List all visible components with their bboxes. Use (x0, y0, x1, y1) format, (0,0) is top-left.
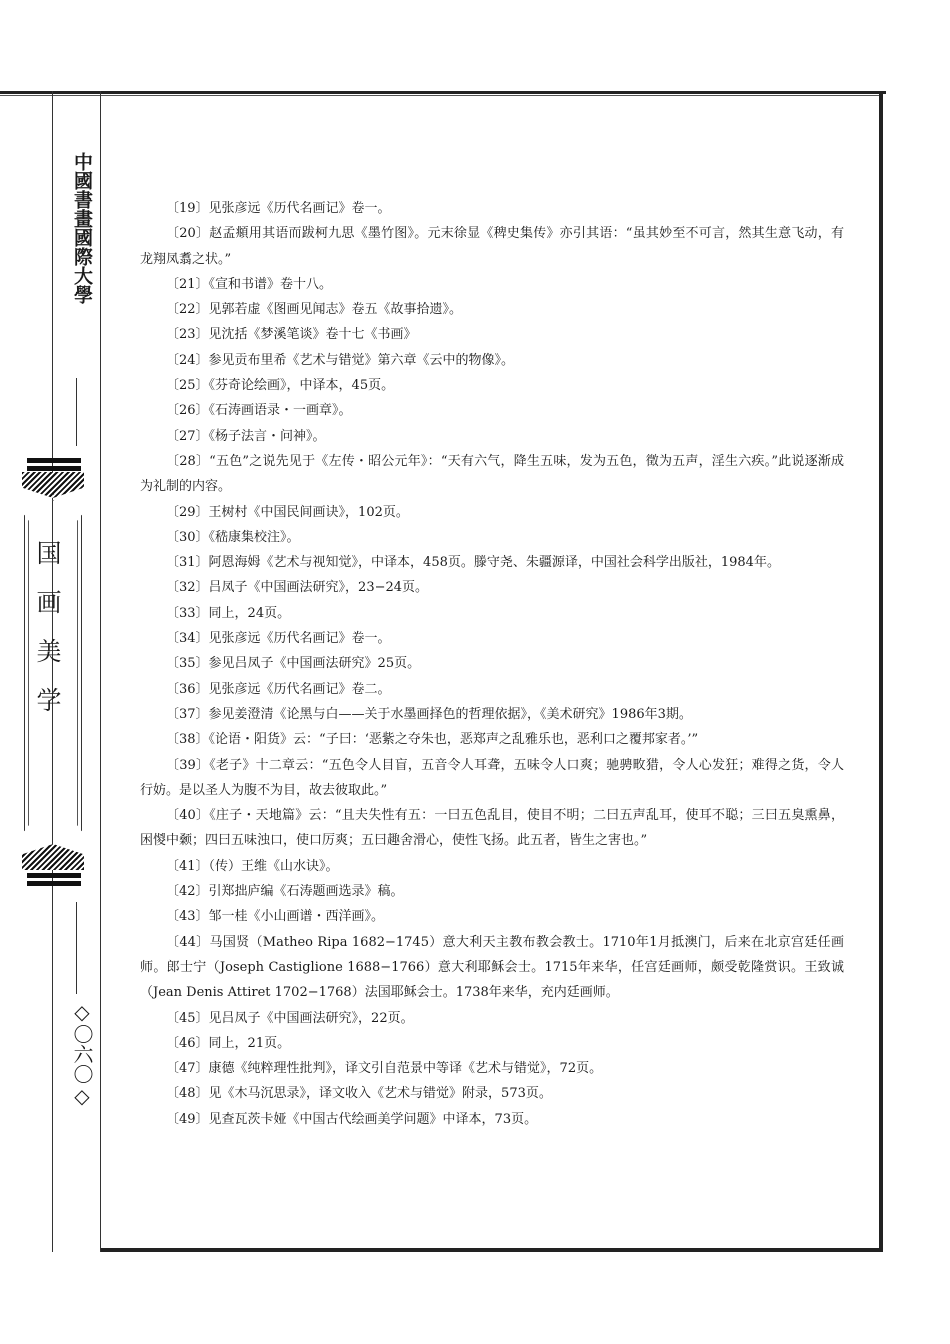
endnote: 〔49〕见查瓦茨卡娅《中国古代绘画美学问题》中译本，73页。 (166, 1111, 538, 1127)
endnote: 〔39〕《老子》十二章云：“五色令人目盲，五音令人耳聋，五味令人口爽；驰骋畋猎，令人心发狂；难得之货，令人行妨。是以圣人为腹不为目，故去彼取此。” (140, 757, 844, 798)
endnote: 〔47〕康德《纯粹理性批判》，译文引自范景中等译《艺术与错觉》，72页。 (166, 1061, 603, 1077)
sidebar-divider-top (76, 378, 77, 446)
endnote: 〔21〕《宣和书谱》卷十八。 (166, 276, 333, 292)
endnote: 〔45〕见吕凤子《中国画法研究》，22页。 (166, 1010, 414, 1026)
endnote: 〔28〕“五色”之说先见于《左传・昭公元年》：“天有六气，降生五味，发为五色，徵为五声，淫生六疾。”此说逐渐成为礼制的内容。 (140, 453, 844, 495)
book-title: 中國書畫國際大學 (71, 152, 93, 304)
frame-bottom-rule (100, 1248, 883, 1252)
endnote: 〔41〕（传）王维《山水诀》。 (166, 858, 339, 874)
endnote: 〔22〕见郭若虚《图画见闻志》卷五《故事拾遗》。 (166, 302, 463, 318)
ornament-hatch-bottom (22, 844, 84, 870)
endnote: 〔36〕见张彦远《历代名画记》卷二。 (166, 681, 391, 697)
endnote: 〔42〕引郑拙庐编《石涛题画选录》稿。 (166, 884, 404, 900)
page-number: ◇〇六〇◇ (70, 1000, 94, 1108)
frame-right-rule (879, 91, 883, 1252)
frame-top-rule (0, 91, 886, 94)
endnote: 〔37〕参见姜澄清《论黑与白——关于水墨画择色的哲理依据》，《美术研究》1986年3期。 (166, 706, 692, 722)
endnote: 〔20〕赵孟頫用其语而跋柯九思《墨竹图》。元末徐显《稗史集传》亦引其语：“虽其妙至不可言，然其生意飞动，有龙翔凤翥之状。” (140, 226, 844, 267)
endnote: 〔46〕同上，21页。 (166, 1035, 291, 1051)
endnotes-list (140, 196, 844, 1132)
endnote: 〔38〕《论语・阳货》云：“子曰：‘恶紫之夺朱也，恶郑声之乱雅乐也，恶利口之覆邦家者。’” (166, 732, 699, 748)
ornament-bar-bottom-2 (27, 881, 81, 886)
endnote: 〔48〕见《木马沉思录》，译文收入《艺术与错觉》附录，573页。 (166, 1086, 552, 1102)
endnote: 〔32〕吕凤子《中国画法研究》，23−24页。 (166, 580, 429, 596)
endnote: 〔29〕王树村《中国民间画诀》，102页。 (166, 504, 409, 520)
endnote: 〔26〕《石涛画语录・一画章》。 (166, 403, 352, 419)
endnote: 〔27〕《杨子法言・问神》。 (166, 428, 326, 444)
ornament-bar-top-1 (27, 458, 81, 463)
frame-left-rule-inner (100, 91, 101, 1252)
endnote: 〔31〕阿恩海姆《艺术与视知觉》，中译本，458页。滕守尧、朱疆源译，中国社会科学出版社，1984年。 (166, 555, 780, 571)
endnote: 〔30〕《嵇康集校注》。 (166, 529, 300, 545)
endnote: 〔43〕邹一桂《小山画谱・西洋画》。 (166, 909, 385, 925)
frame-top-rule-inner (0, 95, 882, 96)
endnote: 〔25〕《芬奇论绘画》，中译本，45页。 (166, 378, 395, 394)
section-title: 国画美学 (33, 540, 62, 736)
endnote: 〔34〕见张彦远《历代名画记》卷一。 (166, 631, 391, 647)
endnote: 〔23〕见沈括《梦溪笔谈》卷十七《书画》 (166, 327, 417, 343)
endnote: 〔19〕见张彦远《历代名画记》卷一。 (166, 201, 391, 216)
endnote: 〔24〕参见贡布里希《艺术与错觉》第六章《云中的物像》。 (166, 352, 515, 368)
endnote: 〔40〕《庄子・天地篇》云：“且夫失性有五：一曰五色乱目，使目不明；二曰五声乱耳，使耳不聪；三曰五臭熏鼻，困惾中颡；四曰五味浊口，使口厉爽；五曰趣舍滑心，使性飞扬。此五者，皆生之害也。” (140, 808, 844, 849)
ornament-bar-top-2 (27, 466, 81, 471)
endnote: 〔35〕参见吕凤子《中国画法研究》25页。 (166, 656, 421, 672)
endnote: 〔44〕马国贤（Matheo Ripa 1682−1745）意大利天主教布教会教士。1710年1月抵澳门，后来在北京宫廷任画师。郎士宁（Joseph Castiglione 1688−1766）意大利耶稣会士。1715年来华，任宫廷画师，颇受乾隆赏识。王致诚（Jean Denis Attiret 1702−1768）法国耶稣会士。1738年来华，充内廷画师。 (140, 934, 844, 1001)
sidebar-divider-bottom (76, 902, 77, 994)
ornament-bar-bottom-1 (27, 873, 81, 878)
endnote: 〔33〕同上，24页。 (166, 605, 291, 621)
